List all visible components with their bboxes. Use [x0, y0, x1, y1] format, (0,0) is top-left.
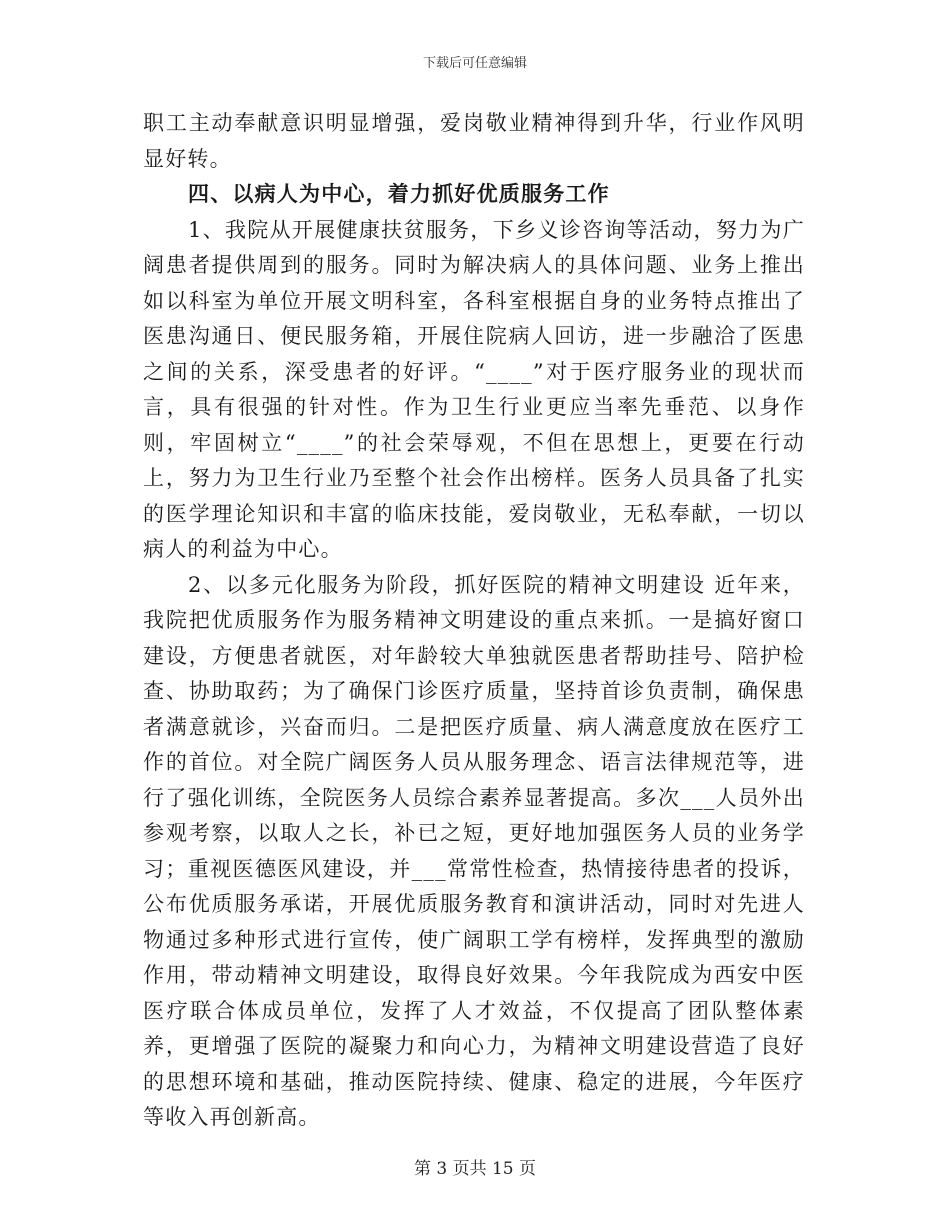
- paragraph-1: 1、我院从开展健康扶贫服务，下乡义诊咨询等活动，努力为广阔患者提供周到的服务。同时为解决病人的具体问题、业务上推出如以科室为单位开展文明科室，各科室根据自身的业务特点推出了医患沟通日、便民服务箱，开展住院病人回访，进一步融洽了医患之间的关系，深受患者的好评。“____”对于医疗服务业的现状而言，具有很强的针对性。作为卫生行业更应当率先垂范、以身作则，牢固树立“____”的社会荣辱观，不但在思想上，更要在行动上，努力为卫生行业乃至整个社会作出榜样。医务人员具备了扎实的医学理论知识和丰富的临床技能，爱岗敬业，无私奉献，一切以病人的利益为中心。: [143, 217, 805, 561]
- paragraph-2: 2、以多元化服务为阶段，抓好医院的精神文明建设 近年来，我院把优质服务作为服务精神文明建设的重点来抓。一是搞好窗口建设，方便患者就医，对年龄较大单独就医患者帮助挂号、陪护检查、协助取药；为了确保门诊医疗质量，坚持首诊负责制，确保患者满意就诊，兴奋而归。二是把医疗质量、病人满意度放在医疗工作的首位。对全院广阔医务人员从服务理念、语言法律规范等，进行了强化训练，全院医务人员综合素养显著提高。多次___人员外出参观考察，以取人之长，补已之短，更好地加强医务人员的业务学习；重视医德医风建设，并___常常性检查，热情接待患者的投诉，公布优质服务承诺，开展优质服务教育和演讲活动，同时对先进人物通过多种形式进行宣传，使广阔职工学有榜样，发挥典型的激励作用，带动精神文明建设，取得良好效果。今年我院成为西安中医医疗联合体成员单位，发挥了人才效益，不仅提高了团队整体素养，更增强了医院的凝聚力和向心力，为精神文明建设营造了良好的思想环境和基础，推动医院持续、健康、稳定的进展，今年医疗等收入再创新高。: [143, 572, 805, 1129]
- paragraph-continuation: 职工主动奉献意识明显增强，爱岗敬业精神得到升华，行业作风明显好转。: [143, 111, 805, 171]
- document-body: [143, 106, 805, 1136]
- section-heading: 四、以病人为中心，着力抓好优质服务工作: [188, 182, 610, 206]
- page-header-note: 下载后可任意编辑: [422, 56, 527, 71]
- page-number: 第 3 页共 15 页: [413, 1159, 537, 1179]
